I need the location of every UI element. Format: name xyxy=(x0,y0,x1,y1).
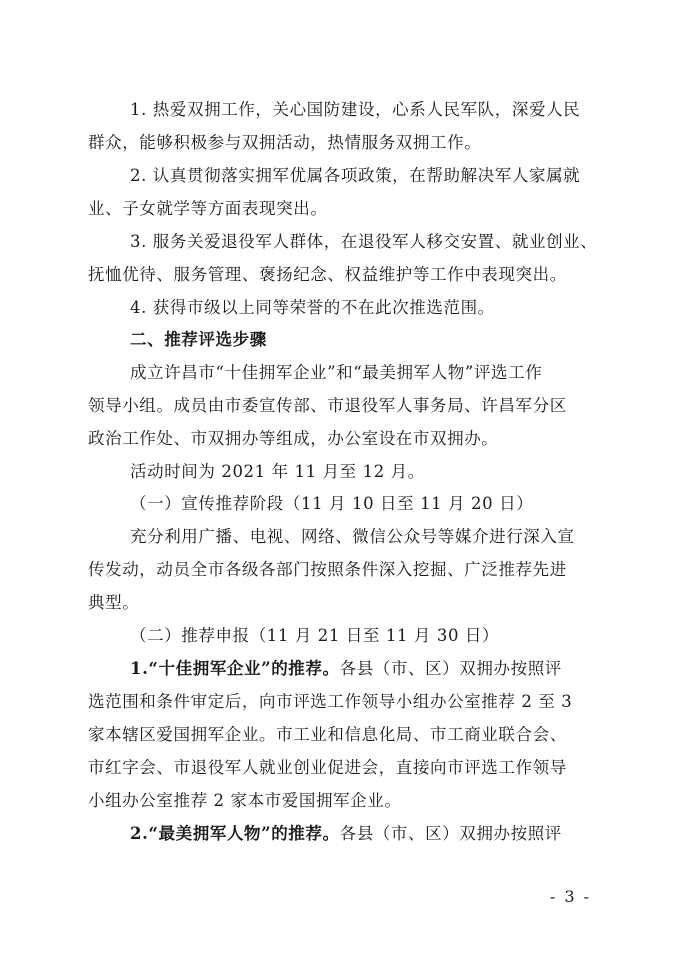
activity-time: 活动时间为 2021 年 11 月至 12 月。 xyxy=(130,462,425,481)
enterprise-recommendation-line-3: 家本辖区爱国拥军企业。市工业和信息化局、市工商业联合会、 xyxy=(88,725,567,744)
criteria-item-4: 4. 获得市级以上同等荣誉的不在此次推选范围。 xyxy=(130,298,495,317)
phase-one-paragraph-line-2: 传发动，动员全市各级各部门按照条件深入挖掘、广泛推荐先进 xyxy=(88,560,567,579)
person-recommendation-lead: 2.“最美拥军人物”的推荐。 xyxy=(130,824,340,843)
leadership-paragraph-line-3: 政治工作处、市双拥办等组成，办公室设在市双拥办。 xyxy=(88,429,499,448)
criteria-item-3-line-1: 3. 服务关爱退役军人群体，在退役军人移交安置、就业创业、 xyxy=(130,232,598,251)
leadership-paragraph-line-2: 领导小组。成员由市委宣传部、市退役军人事务局、许昌军分区 xyxy=(88,396,567,415)
criteria-item-1-line-2: 群众，能够积极参与双拥活动，热情服务双拥工作。 xyxy=(88,133,482,152)
enterprise-recommendation-rest: 各县（市、区）双拥办按照评 xyxy=(339,659,562,678)
leadership-paragraph-line-1: 成立许昌市“十佳拥军企业”和“最美拥军人物”评选工作 xyxy=(130,363,543,382)
phase-one-paragraph-line-1: 充分利用广播、电视、网络、微信公众号等媒介进行深入宣 xyxy=(130,527,575,546)
enterprise-recommendation-line-1 xyxy=(130,657,562,681)
enterprise-recommendation-line-4: 市红字会、市退役军人就业创业促进会，直接向市评选工作领导 xyxy=(88,758,567,777)
section-heading-steps: 二、推荐评选步骤 xyxy=(130,330,267,349)
phase-two-heading: （二）推荐申报（11 月 21 日至 11 月 30 日） xyxy=(130,626,500,645)
enterprise-recommendation-lead: 1.“十佳拥军企业”的推荐。 xyxy=(130,659,340,678)
phase-one-paragraph-line-3: 典型。 xyxy=(88,593,140,612)
criteria-item-3-line-2: 抚恤优待、服务管理、褒扬纪念、权益维护等工作中表现突出。 xyxy=(88,265,567,284)
enterprise-recommendation-line-5: 小组办公室推荐 2 家本市爱国拥军企业。 xyxy=(88,791,402,810)
phase-one-heading: （一）宣传推荐阶段（11 月 10 日至 11 月 20 日） xyxy=(130,494,534,513)
person-recommendation-rest: 各县（市、区）双拥办按照评 xyxy=(339,824,562,843)
criteria-item-1-line-1: 1. 热爱双拥工作，关心国防建设，心系人民军队，深爱人民 xyxy=(130,100,581,119)
enterprise-recommendation-line-2: 选范围和条件审定后，向市评选工作领导小组办公室推荐 2 至 3 xyxy=(88,692,573,711)
criteria-item-2-line-2: 业、子女就学等方面表现突出。 xyxy=(88,199,328,218)
page-number: - 3 - xyxy=(549,887,591,906)
person-recommendation-line-1 xyxy=(130,822,562,846)
criteria-item-2-line-1: 2. 认真贯彻落实拥军优属各项政策，在帮助解决军人家属就 xyxy=(130,166,581,185)
